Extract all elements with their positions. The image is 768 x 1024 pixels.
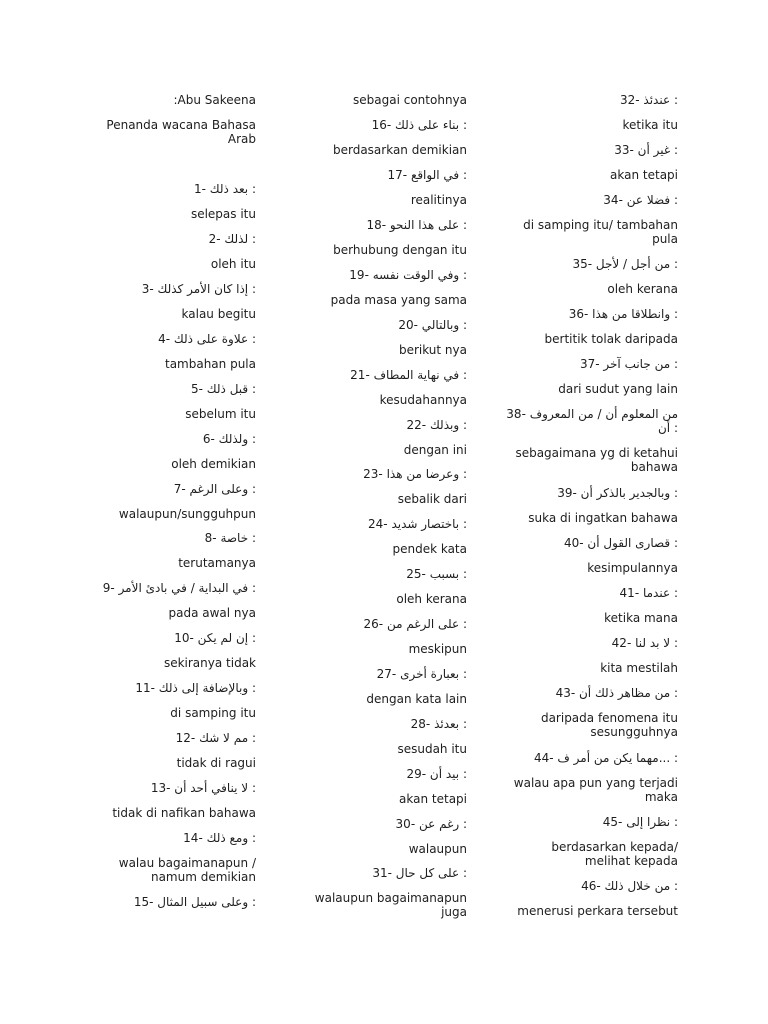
malay-meaning: selepas itu xyxy=(190,207,256,221)
malay-meaning: tidak di ragui xyxy=(176,756,256,770)
arabic-term: 1- بعد ذلك : xyxy=(194,182,256,196)
arabic-term: 11- وبالإضافة إلى ذلك : xyxy=(135,681,256,695)
arabic-term: 22- وبذلك : xyxy=(406,418,467,432)
malay-meaning: bertitik tolak daripada xyxy=(544,332,678,346)
malay-meaning: pada awal nya xyxy=(168,606,256,620)
arabic-term: 37- من جانب آخر : xyxy=(579,357,678,371)
malay-meaning: berdasarkan demikian xyxy=(332,143,467,157)
arabic-term: 36- وانطلاقا من هذا : xyxy=(568,307,678,321)
malay-meaning: sebagai contohnya xyxy=(353,93,467,107)
arabic-term: 40- قصارى القول أن : xyxy=(563,536,678,550)
arabic-term: 14- ومع ذلك : xyxy=(183,831,256,845)
arabic-term: 31- على كل حال : xyxy=(372,866,467,880)
arabic-term: 45- نظرا إلى : xyxy=(602,815,678,829)
malay-meaning: sebalik dari xyxy=(397,492,467,506)
arabic-term: 16- بناء على ذلك : xyxy=(371,118,467,132)
malay-meaning: suka di ingatkan bahawa xyxy=(528,511,678,525)
malay-meaning: pendek kata xyxy=(392,542,467,556)
document-title: Penanda wacana Bahasa Arab xyxy=(106,118,256,146)
malay-meaning: daripada fenomena itu sesungguhnya xyxy=(540,711,678,739)
arabic-term: 44- مهما يكن من أمر ف... : xyxy=(533,751,678,765)
arabic-term: 41- عندما : xyxy=(619,586,678,600)
arabic-term: 34- فضلا عن : xyxy=(603,193,678,207)
malay-meaning: oleh kerana xyxy=(607,282,678,296)
malay-meaning: walaupun/sungguhpun xyxy=(118,507,256,521)
arabic-term: 2- لذلك : xyxy=(208,232,256,246)
malay-meaning: walaupun bagaimanapun juga xyxy=(314,891,467,919)
arabic-term: 6- ولذلك : xyxy=(202,432,256,446)
arabic-term: 12- مم لا شك : xyxy=(175,731,256,745)
arabic-term: 10- إن لم يكن : xyxy=(174,631,256,645)
arabic-term: 25- بسبب : xyxy=(406,567,467,581)
malay-meaning: sebelum itu xyxy=(185,407,256,421)
malay-meaning: kita mestilah xyxy=(600,661,678,675)
malay-meaning: menerusi perkara tersebut xyxy=(517,904,678,918)
malay-meaning: walau apa pun yang terjadi maka xyxy=(513,776,678,804)
arabic-term: 3- إذا كان الأمر كذلك : xyxy=(141,282,256,296)
malay-meaning: dengan ini xyxy=(403,443,467,457)
malay-meaning: dari sudut yang lain xyxy=(558,382,678,396)
arabic-term: 33- غير أن : xyxy=(614,143,678,157)
arabic-term: 18- على هذا النحو : xyxy=(366,218,467,232)
malay-meaning: berdasarkan kepada/ melihat kepada xyxy=(551,840,678,868)
arabic-term: 20- وبالتالي : xyxy=(398,318,467,332)
malay-meaning: akan tetapi xyxy=(610,168,678,182)
arabic-term: 9- في البداية / في بادئ الأمر : xyxy=(102,581,256,595)
arabic-term: 32- عندئذ : xyxy=(620,93,678,107)
arabic-term: 38- من المعلوم أن / من المعروف أن : xyxy=(506,407,678,435)
malay-meaning: dengan kata lain xyxy=(366,692,467,706)
arabic-term: 21- في نهاية المطاف : xyxy=(350,368,467,382)
arabic-term: 8- خاصة : xyxy=(204,531,256,545)
arabic-term: 43- من مظاهر ذلك أن : xyxy=(555,686,678,700)
arabic-term: 19- وفي الوقت نفسه : xyxy=(349,268,467,282)
malay-meaning: tambahan pula xyxy=(164,357,256,371)
arabic-term: 24- باختصار شديد : xyxy=(368,517,467,531)
arabic-term: 46- من خلال ذلك : xyxy=(581,879,678,893)
malay-meaning: tidak di nafikan bahawa xyxy=(112,806,256,820)
malay-meaning: ketika mana xyxy=(604,611,678,625)
malay-meaning: berhubung dengan itu xyxy=(333,243,467,257)
malay-meaning: oleh itu xyxy=(210,257,256,271)
arabic-term: 17- في الواقع : xyxy=(387,168,467,182)
arabic-term: 23- وعرضا من هذا : xyxy=(363,467,467,481)
arabic-term: 4- علاوة على ذلك : xyxy=(158,332,256,346)
malay-meaning: sebagaimana yg di ketahui bahawa xyxy=(515,446,678,474)
malay-meaning: kesimpulannya xyxy=(587,561,678,575)
author-label: :Abu Sakeena xyxy=(173,93,256,107)
malay-meaning: akan tetapi xyxy=(399,792,467,806)
arabic-term: 39- وبالجدير بالذكر أن : xyxy=(557,486,678,500)
malay-meaning: kalau begitu xyxy=(181,307,256,321)
malay-meaning: di samping itu xyxy=(170,706,256,720)
malay-meaning: oleh demikian xyxy=(171,457,256,471)
malay-meaning: walau bagaimanapun / namum demikian xyxy=(118,856,256,884)
arabic-term: 5- قبل ذلك : xyxy=(190,382,256,396)
arabic-term: 42- لا بد لنا : xyxy=(611,636,678,650)
arabic-term: 27- بعبارة أخرى : xyxy=(376,667,467,681)
arabic-term: 13- لا ينافي أحد أن : xyxy=(150,781,256,795)
malay-meaning: sesudah itu xyxy=(397,742,467,756)
arabic-term: 7- وعلى الرغم : xyxy=(173,482,256,496)
malay-meaning: oleh kerana xyxy=(396,592,467,606)
arabic-term: 26- على الرغم من : xyxy=(363,617,467,631)
malay-meaning: berikut nya xyxy=(398,343,467,357)
malay-meaning: sekiranya tidak xyxy=(163,656,256,670)
malay-meaning: realitinya xyxy=(410,193,467,207)
arabic-term: 29- بيد أن : xyxy=(406,767,467,781)
malay-meaning: ketika itu xyxy=(622,118,678,132)
malay-meaning: terutamanya xyxy=(178,556,256,570)
arabic-term: 28- بعدئذ : xyxy=(410,717,467,731)
arabic-term: 30- رغم عن : xyxy=(395,817,467,831)
arabic-term: 15- وعلى سبيل المثال : xyxy=(133,895,256,909)
malay-meaning: kesudahannya xyxy=(379,393,467,407)
arabic-term: 35- من أجل / لأجل : xyxy=(572,257,678,271)
malay-meaning: di samping itu/ tambahan pula xyxy=(523,218,678,246)
malay-meaning: pada masa yang sama xyxy=(330,293,467,307)
malay-meaning: walaupun xyxy=(408,842,467,856)
malay-meaning: meskipun xyxy=(408,642,467,656)
